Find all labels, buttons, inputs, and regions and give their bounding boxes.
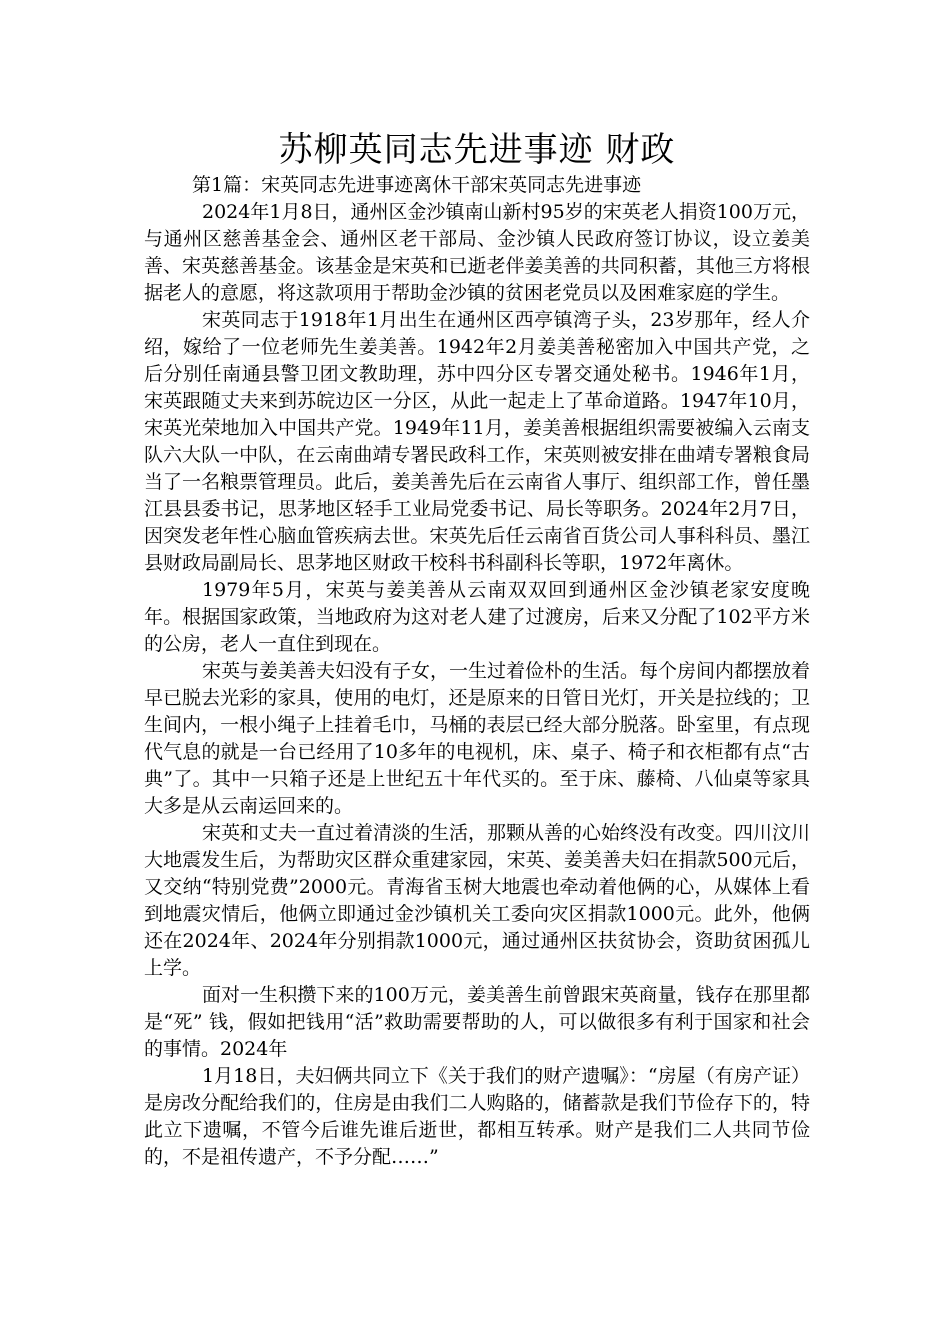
paragraph-6: 面对一生积攒下来的100万元，姜美善生前曾跟宋英商量，钱存在那里都是“死” 钱，假如把钱用“活”救助需要帮助的人，可以做很多有利于国家和社会的事情。2024年 [144,984,810,1060]
document-page [144,128,810,1171]
paragraph-7: 1月18日，夫妇俩共同立下《关于我们的财产遗嘱》：“房屋（有房产证）是房改分配给我们的，住房是由我们二人购賂的，储蓄款是我们节俭存下的，特此立下遗嘱，不管今后谁先谁后逝世，都相互转承。财产是我们二人共同节俭的，不是祖传遗产，不予分配……” [144,1065,810,1168]
paragraph-3: 1979年5月，宋英与姜美善从云南双双回到通州区金沙镇老家安度晚年。根据国家政策，当地政府为这对老人建了过渡房，后来又分配了102平方米的公房，老人一直住到现在。 [144,579,810,655]
paragraph-2: 宋英同志于1918年1月出生在通州区西亭镇湾子头，23岁那年，经人介绍，嫁给了一位老师先生姜美善。1942年2月姜美善秘密加入中国共产党，之后分别任南通县警卫团文教助理，苏中四分区专署交通处秘书。1946年1月，宋英跟随丈夫来到苏皖边区一分区，从此一起走上了革命道路。1947年10月，宋英光荣地加入中国共产党。1949年11月，姜美善根据组织需要被编入云南支队六大队一中队，在云南曲靖专署民政科工作，宋英则被安排在曲靖专署粮食局当了一名粮票管理员。此后，姜美善先后在云南省人事厅、组织部工作，曾任墨江县县委书记，思茅地区轻手工业局党委书记、局长等职务。2024年2月7日，因突发老年性心脑血管疾病去世。宋英先后任云南省百货公司人事科科员、墨江县财政局副局长、思茅地区财政干校科书科副科长等职，1972年离休。 [144,309,810,574]
document-subtitle: 第1篇：宋英同志先进事迹离休干部宋英同志先进事迹 [192,174,642,196]
paragraph-5: 宋英和丈夫一直过着清淡的生活，那颗从善的心始终没有改变。四川汶川大地震发生后，为帮助灾区群众重建家园，宋英、姜美善夫妇在捐款500元后，又交纳“特别党费”2000元。青海省玉树大地震也牵动着他俩的心，从媒体上看到地震灾情后，他俩立即通过金沙镇机关工委向灾区捐款1000元。此外，他俩还在2024年、2024年分别捐款1000元，通过通州区扶贫协会，资助贫困孤儿上学。 [144,822,811,979]
paragraph-1: 2024年1月8日，通州区金沙镇南山新村95岁的宋英老人捐资100万元，与通州区慈善基金会、通州区老干部局、金沙镇人民政府签订协议，设立姜美善、宋英慈善基金。该基金是宋英和已逝老伴姜美善的共同积蓄，其他三方将根据老人的意愿，将这款项用于帮助金沙镇的贫困老党员以及困难家庭的学生。 [144,201,810,304]
document-title: 苏柳英同志先进事迹 财政 [278,130,676,170]
paragraph-4: 宋英与姜美善夫妇没有子女，一生过着俭朴的生活。每个房间内都摆放着早已脱去光彩的家具，使用的电灯，还是原来的日管日光灯，开关是拉线的；卫生间内，一根小绳子上挂着毛巾，马桶的表层已经大部分脱落。卧室里，有点现代气息的就是一台已经用了10多年的电视机，床、桌子、椅子和衣柜都有点“古典”了。其中一只箱子还是上世纪五十年代买的。至于床、藤椅、八仙桌等家具大多是从云南运回来的。 [144,660,811,817]
